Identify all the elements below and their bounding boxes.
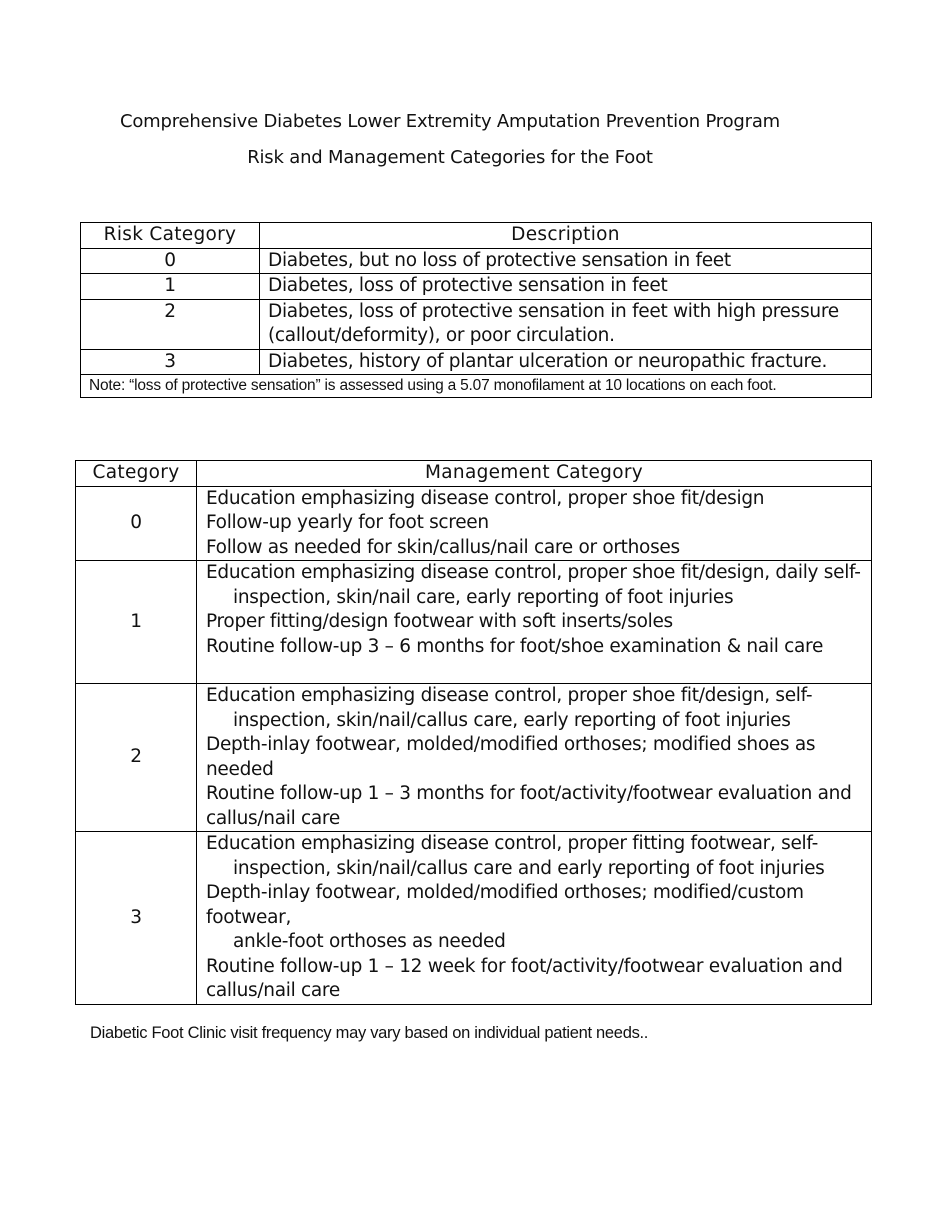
risk-category-cell: 0 [81, 248, 260, 274]
category-cell: 0 [76, 486, 197, 561]
category-cell: 3 [76, 832, 197, 1005]
management-line-continued: ankle-foot orthoses as needed [233, 931, 506, 952]
description-line: Diabetes, loss of protective sensation in feet with high pressure [268, 300, 839, 322]
risk-category-cell: 1 [81, 274, 260, 300]
description-line: Diabetes, loss of protective sensation in feet [268, 275, 668, 296]
column-header-category: Category [76, 461, 197, 487]
management-line: callus/nail care [206, 807, 340, 829]
description-cell [260, 299, 872, 349]
table-row [81, 299, 872, 349]
table-row [81, 349, 872, 375]
management-line: Routine follow-up 3 – 6 months for foot/shoe examination & nail care [206, 635, 824, 657]
management-line: Depth-inlay footwear, molded/modified orthoses; modified shoes as needed [206, 734, 816, 780]
description-line: Diabetes, history of plantar ulceration or neuropathic fracture. [268, 350, 828, 372]
management-line: Follow as needed for skin/callus/nail care or orthoses [206, 536, 680, 558]
category-cell: 2 [76, 684, 197, 832]
table-row [76, 486, 872, 561]
description-line: (callout/deformity), or poor circulation. [268, 325, 615, 346]
column-header-management-category: Management Category [197, 461, 872, 487]
table-row [76, 832, 872, 1005]
column-header-description: Description [260, 223, 872, 249]
management-line: Routine follow-up 1 – 12 week for foot/activity/footwear evaluation and [206, 955, 843, 977]
description-cell [260, 248, 872, 274]
column-header-risk-category: Risk Category [81, 223, 260, 249]
management-line: Education emphasizing disease control, proper shoe fit/design [206, 487, 765, 509]
footer-note: Diabetic Foot Clinic visit frequency may vary based on individual patient needs.. [90, 1024, 649, 1042]
management-cell [197, 832, 872, 1005]
category-cell: 1 [76, 561, 197, 684]
management-line-continued: inspection, skin/nail/callus care and early reporting of foot injuries [233, 857, 825, 879]
management-cell [197, 486, 872, 561]
table-row [76, 561, 872, 684]
document-title: Comprehensive Diabetes Lower Extremity Amputation Prevention Program [119, 111, 780, 132]
description-line: Diabetes, but no loss of protective sensation in feet [268, 249, 731, 271]
table-header-row [81, 223, 872, 249]
description-cell [260, 274, 872, 300]
risk-category-cell: 2 [81, 299, 260, 349]
document-subtitle: Risk and Management Categories for the Foot [247, 147, 653, 168]
management-line: callus/nail care [206, 980, 340, 1001]
management-line-continued: inspection, skin/nail/callus care, early reporting of foot injuries [233, 709, 791, 731]
management-cell [197, 561, 872, 684]
table-note-row [81, 375, 872, 398]
management-line: Routine follow-up 1 – 3 months for foot/activity/footwear evaluation and [206, 783, 852, 804]
table-row [81, 274, 872, 300]
management-line: Depth-inlay footwear, molded/modified orthoses; modified/custom footwear, [206, 882, 804, 928]
management-line: Follow-up yearly for foot screen [206, 512, 489, 533]
management-cell [197, 684, 872, 832]
management-line-continued: inspection, skin/nail care, early reporting of foot injuries [233, 586, 734, 608]
risk-category-table [80, 222, 872, 398]
description-cell [260, 349, 872, 375]
management-line: Education emphasizing disease control, proper fitting footwear, self- [206, 833, 818, 854]
management-line: Proper fitting/design footwear with soft inserts/soles [206, 611, 673, 632]
management-line: Education emphasizing disease control, proper shoe fit/design, daily self- [206, 562, 861, 583]
management-category-table [75, 460, 872, 1005]
table-row [76, 684, 872, 832]
risk-category-cell: 3 [81, 349, 260, 375]
management-line: Education emphasizing disease control, proper shoe fit/design, self- [206, 685, 813, 706]
table-row [81, 248, 872, 274]
table-note: Note: “loss of protective sensation” is assessed using a 5.07 monofilament at 10 locations on each foot. [81, 375, 872, 398]
table-header-row [76, 461, 872, 487]
